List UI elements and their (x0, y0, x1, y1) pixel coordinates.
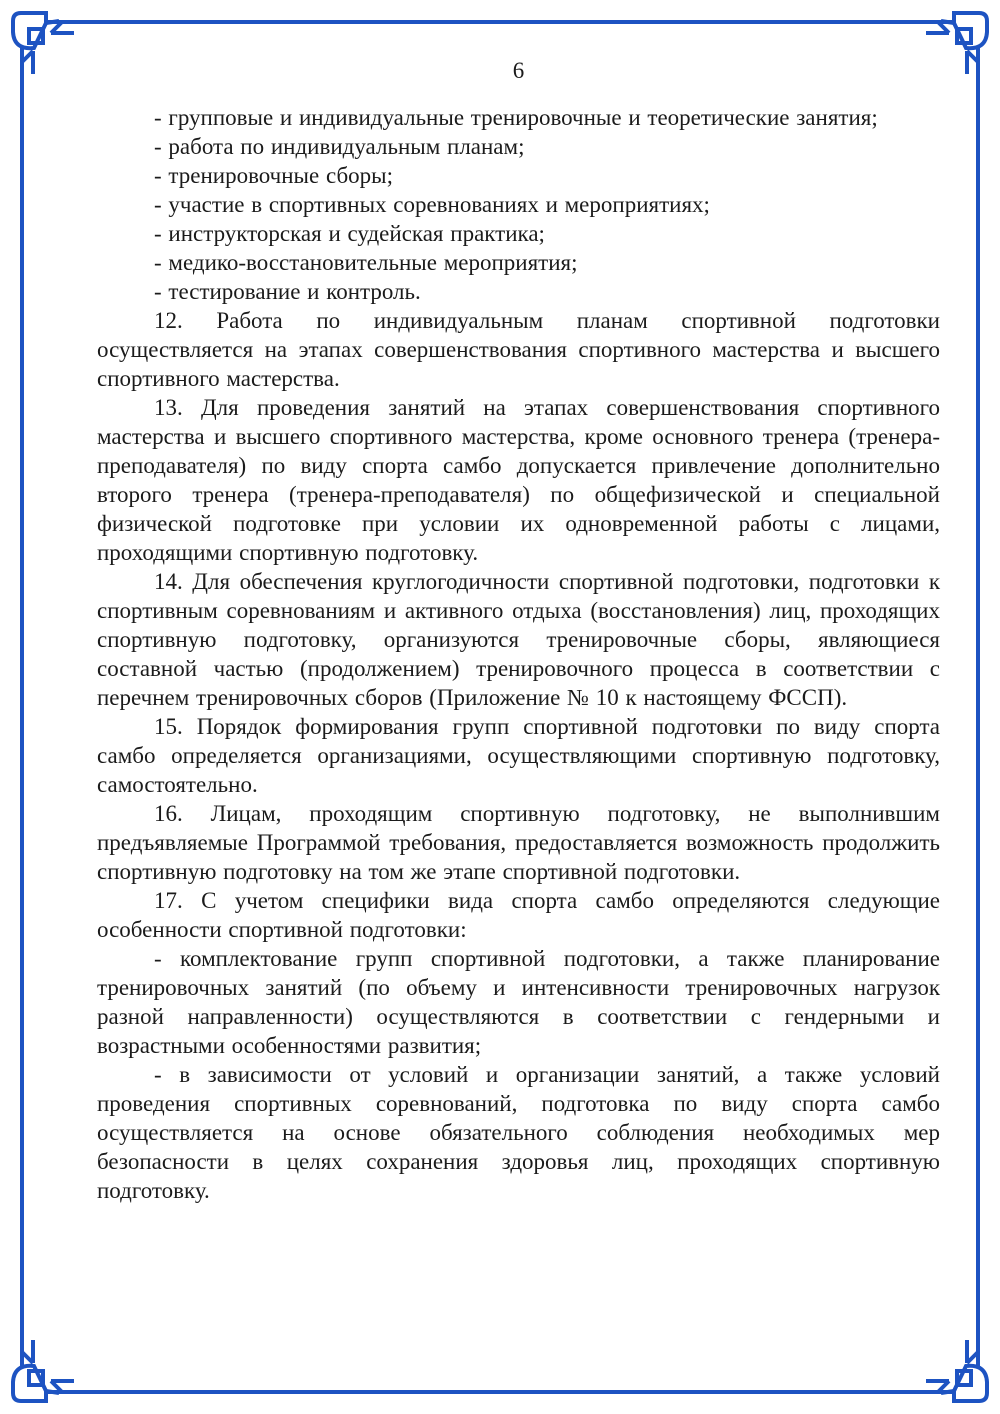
list-item: - тренировочные сборы; (154, 163, 393, 188)
paragraph-13: 13. Для проведения занятий на этапах совершенствования спортивного мастерства и высшего спортивного мастерства, кроме основного тренера (тренера-преподавателя) по виду спорта самбо допускается привлечение дополнительно второго тренера (тренера-преподавателя) по общефизической и специальной физической подготовке при условии их одновременной работы с лицами, проходящими спортивную подготовку. (97, 395, 940, 565)
corner-ornament-icon (916, 1330, 1000, 1414)
corner-ornament-icon (0, 0, 84, 84)
paragraph-12: 12. Работа по индивидуальным планам спортивной подготовки осуществляется на этапах совершенствования спортивного мастерства и высшего спортивного мастерства. (97, 308, 940, 391)
paragraph-16: 16. Лицам, проходящим спортивную подготовку, не выполнившим предъявляемые Программой требования, предоставляется возможность продолжить спортивную подготовку на том же этапе спортивной подготовки. (97, 801, 940, 884)
list-item: - медико-восстановительные мероприятия; (154, 250, 578, 275)
corner-ornament-icon (0, 1330, 84, 1414)
document-body (97, 103, 940, 1205)
list-item: - участие в спортивных соревнованиях и мероприятиях; (154, 192, 710, 217)
paragraph-14: 14. Для обеспечения круглогодичности спортивной подготовки, подготовки к спортивным соревнованиям и активного отдыха (восстановления) лиц, проходящих спортивную подготовку, организуются тренировочные сборы, являющиеся составной частью (продолжением) тренировочного процесса в соответствии с перечнем тренировочных сборов (Приложение № 10 к настоящему ФССП). (97, 569, 940, 710)
list-item: - в зависимости от условий и организации занятий, а также условий проведения спортивных соревнований, подготовка по виду спорта самбо осуществляется на основе обязательного соблюдения необходимых мер безопасности в целях сохранения здоровья лиц, проходящих спортивную подготовку. (97, 1062, 940, 1203)
frame-border-bottom (76, 1390, 924, 1394)
frame-border-top (76, 20, 924, 24)
page-number: 6 (512, 58, 525, 83)
paragraph-17: 17. С учетом специфики вида спорта самбо определяются следующие особенности спортивной подготовки: (97, 888, 940, 942)
list-item: - групповые и индивидуальные тренировочные и теоретические занятия; (154, 105, 878, 130)
list-item: - тестирование и контроль. (154, 279, 421, 304)
paragraph-15: 15. Порядок формирования групп спортивной подготовки по виду спорта самбо определяется организациями, осуществляющими спортивную подготовку, самостоятельно. (97, 714, 940, 797)
frame-border-left (20, 76, 24, 1338)
list-item: - работа по индивидуальным планам; (154, 134, 525, 159)
list-item: - инструкторская и судейская практика; (154, 221, 545, 246)
list-item: - комплектование групп спортивной подготовки, а также планирование тренировочных занятий (по объему и интенсивности тренировочных нагрузок разной направленности) осуществляются в соответствии с гендерными и возрастными особенностями развития; (97, 946, 940, 1058)
frame-border-right (976, 76, 980, 1338)
